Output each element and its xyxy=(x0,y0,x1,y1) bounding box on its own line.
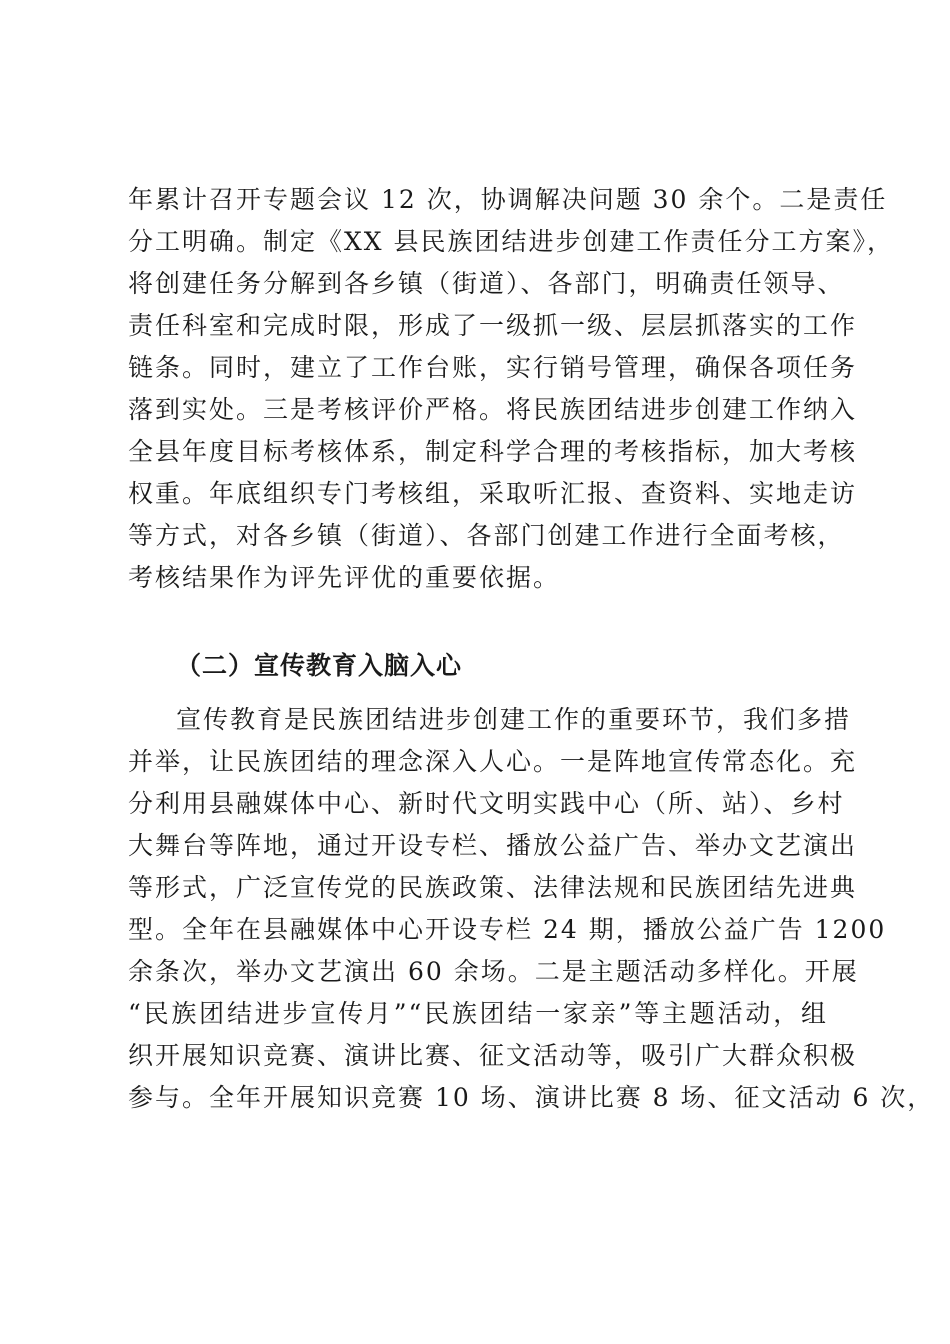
text-line: 大舞台等阵地，通过开设专栏、播放公益广告、举办文艺演出 xyxy=(128,831,858,860)
text-line: 链条。同时，建立了工作台账，实行销号管理，确保各项任务 xyxy=(128,353,858,382)
text-line: 等方式，对各乡镇（街道）、各部门创建工作进行全面考核， xyxy=(128,521,845,550)
text-line: 参与。全年开展知识竞赛 10 场、演讲比赛 8 场、征文活动 6 次， xyxy=(128,1083,935,1112)
text-line: 考核结果作为评先评优的重要依据。 xyxy=(128,563,561,592)
text-line: 年累计召开专题会议 12 次，协调解决问题 30 余个。二是责任 xyxy=(128,185,888,214)
text-line: 宣传教育是民族团结进步创建工作的重要环节，我们多措 xyxy=(176,705,852,734)
text-line: “民族团结进步宣传月”“民族团结一家亲”等主题活动，组 xyxy=(128,999,828,1028)
section-heading: （二）宣传教育入脑入心 xyxy=(176,651,463,680)
text-line: 余条次，举办文艺演出 60 余场。二是主题活动多样化。开展 xyxy=(128,957,859,986)
text-line: 并举，让民族团结的理念深入人心。一是阵地宣传常态化。充 xyxy=(128,747,858,776)
text-line: 型。全年在县融媒体中心开设专栏 24 期，播放公益广告 1200 xyxy=(128,915,887,944)
text-line: 落到实处。三是考核评价严格。将民族团结进步创建工作纳入 xyxy=(128,395,858,424)
text-line: 全县年度目标考核体系，制定科学合理的考核指标，加大考核 xyxy=(128,437,858,466)
text-line: 织开展知识竞赛、演讲比赛、征文活动等，吸引广大群众积极 xyxy=(128,1041,858,1070)
text-line: 等形式，广泛宣传党的民族政策、法律法规和民族团结先进典 xyxy=(128,873,858,902)
text-line: 将创建任务分解到各乡镇（街道）、各部门，明确责任领导、 xyxy=(128,269,845,298)
text-line: 分工明确。制定《XX 县民族团结进步创建工作责任分工方案》， xyxy=(128,227,895,256)
text-line: 分利用县融媒体中心、新时代文明实践中心（所、站）、乡村 xyxy=(128,789,845,818)
text-line: 权重。年底组织专门考核组，采取听汇报、查资料、实地走访 xyxy=(128,479,858,508)
text-line: 责任科室和完成时限，形成了一级抓一级、层层抓落实的工作 xyxy=(128,311,858,340)
